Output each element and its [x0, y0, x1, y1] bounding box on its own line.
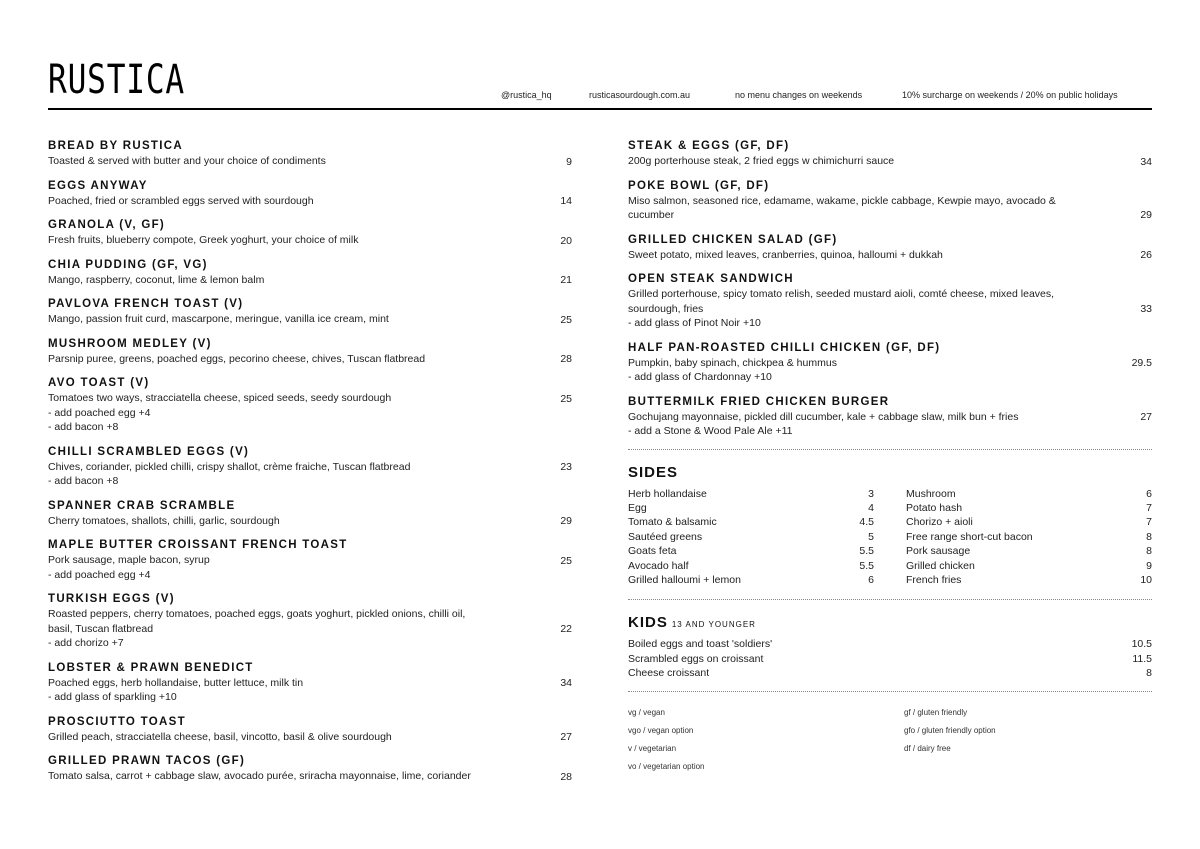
- price-row: [628, 530, 874, 544]
- row-name: Goats feta: [628, 545, 677, 558]
- menu-item-price: 28: [560, 353, 572, 365]
- sides-title: SIDES: [628, 463, 679, 481]
- menu-item-price: 22: [560, 622, 572, 635]
- menu-item-name: GRANOLA (V, GF): [48, 219, 166, 231]
- menu-item-price: 27: [560, 731, 572, 743]
- menu-item: [48, 715, 572, 745]
- menu-item-name: MAPLE BUTTER CROISSANT FRENCH TOAST: [48, 539, 348, 551]
- menu-item-name: EGGS ANYWAY: [48, 179, 148, 192]
- price-row: [906, 501, 1152, 515]
- price-row: [906, 559, 1152, 573]
- row-name: Cheese croissant: [628, 667, 710, 680]
- row-name: French fries: [906, 573, 962, 586]
- left-menu-column: [48, 139, 572, 794]
- legend-entry: [904, 760, 1152, 774]
- menu-item: [48, 218, 572, 248]
- menu-item-name: OPEN STEAK SANDWICH: [628, 273, 794, 285]
- sides-column-2: [906, 487, 1152, 588]
- menu-item: [48, 499, 572, 529]
- menu-item: [48, 592, 572, 651]
- price-row: [628, 515, 874, 529]
- legend-entry: v / vegetarian: [628, 743, 677, 753]
- menu-item-addon: - add bacon +8: [48, 475, 119, 487]
- menu-item: [48, 376, 572, 435]
- menu-item-description: Chives, coriander, pickled chilli, crispy shallot, crème fraiche, Tuscan flatbread: [48, 460, 411, 473]
- menu-item-description: Grilled porterhouse, spicy tomato relish, seeded mustard aioli, comté cheese, mixed leaves, sourdough, fries: [628, 288, 1055, 315]
- menu-item-description: Parsnip puree, greens, poached eggs, pecorino cheese, chives, Tuscan flatbread: [48, 352, 426, 365]
- legend-entry: df / dairy free: [904, 743, 951, 753]
- legend-entry: gf / gluten friendly: [904, 707, 968, 717]
- row-price: 6: [868, 573, 874, 586]
- row-price: 10: [1140, 573, 1152, 586]
- row-name: Herb hollandaise: [628, 487, 707, 500]
- price-row: [628, 544, 874, 558]
- menu-item-price: 29: [1140, 209, 1152, 221]
- menu-item-name: MUSHROOM MEDLEY (V): [48, 337, 212, 350]
- menu-item-price: 25: [560, 313, 572, 326]
- menu-item-description: Toasted & served with butter and your choice of condiments: [48, 155, 326, 167]
- menu-item: [628, 272, 1152, 331]
- menu-item-price: 33: [1140, 302, 1152, 315]
- menu-item-price: 27: [1140, 411, 1152, 423]
- menu-item-name: PROSCIUTTO TOAST: [48, 715, 186, 728]
- menu-item-name: CHILLI SCRAMBLED EGGS (V): [48, 445, 250, 458]
- menu-item-addon: - add a Stone & Wood Pale Ale +11: [628, 425, 793, 437]
- row-name: Chorizo + aioli: [906, 516, 973, 529]
- menu-item: [628, 179, 1152, 223]
- row-name: Free range short-cut bacon: [906, 530, 1033, 543]
- divider: [628, 691, 1152, 692]
- price-row: [906, 544, 1152, 558]
- price-row: [906, 487, 1152, 501]
- menu-item-description: Pumpkin, baby spinach, chickpea & hummus: [628, 356, 837, 369]
- surcharge-note: 10% surcharge on weekends / 20% on public holidays: [902, 90, 1118, 100]
- menu-item-name: LOBSTER & PRAWN BENEDICT: [48, 661, 254, 674]
- menu-item: [628, 341, 1152, 385]
- row-name: Egg: [628, 501, 647, 514]
- price-row: [906, 573, 1152, 587]
- row-price: 8: [1146, 545, 1152, 558]
- menu-item-price: 28: [560, 770, 572, 783]
- menu-item: [48, 337, 572, 367]
- menu-item-price: 26: [1140, 249, 1152, 261]
- website: rusticasourdough.com.au: [589, 90, 691, 100]
- price-row: [628, 637, 1152, 651]
- legend-entry: vg / vegan: [628, 707, 665, 717]
- menu-item: [48, 661, 572, 705]
- row-price: 3: [868, 487, 874, 500]
- menu-item-description: Sweet potato, mixed leaves, cranberries, quinoa, halloumi + dukkah: [628, 248, 943, 261]
- menu-item-price: 25: [560, 392, 572, 405]
- menu-item-addon: - add chorizo +7: [48, 637, 124, 649]
- menu-item-description: Poached eggs, herb hollandaise, butter lettuce, milk tin: [48, 676, 304, 689]
- menu-item-description: Tomato salsa, carrot + cabbage slaw, avocado purée, sriracha mayonnaise, lime, coriander: [48, 770, 471, 782]
- menu-item-price: 29.5: [1131, 357, 1152, 369]
- menu-item-name: CHIA PUDDING (GF, VG): [48, 258, 208, 271]
- row-price: 11.5: [1132, 652, 1152, 665]
- row-name: Sautéed greens: [628, 530, 703, 543]
- menu-item: [48, 538, 572, 582]
- menu-item-addon: - add poached egg +4: [48, 406, 151, 419]
- menu-item-description: Roasted peppers, cherry tomatoes, poached eggs, goats yoghurt, pickled onions, chilli oil, basil, Tuscan flatbread: [48, 608, 466, 635]
- row-name: Scrambled eggs on croissant: [628, 652, 764, 665]
- menu-item: [48, 258, 572, 288]
- legend-entry: vo / vegetarian option: [628, 761, 705, 771]
- menu-item-description: Pork sausage, maple bacon, syrup: [48, 554, 210, 566]
- menu-item-price: 34: [560, 677, 572, 689]
- menu-item-name: HALF PAN-ROASTED CHILLI CHICKEN (GF, DF): [628, 341, 941, 354]
- weekend-note: no menu changes on weekends: [735, 90, 863, 100]
- menu-item: [628, 233, 1152, 263]
- row-price: 7: [1146, 516, 1152, 529]
- price-row: [906, 530, 1152, 544]
- menu-item-price: 23: [560, 461, 572, 473]
- menu-item-description: Gochujang mayonnaise, pickled dill cucumber, kale + cabbage slaw, milk bun + fries: [628, 410, 1019, 423]
- menu-item-name: POKE BOWL (GF, DF): [628, 179, 770, 192]
- row-price: 5: [868, 530, 874, 543]
- menu-item-description: Fresh fruits, blueberry compote, Greek yoghurt, your choice of milk: [48, 234, 359, 246]
- menu-item-price: 25: [560, 554, 572, 567]
- menu-item-addon: - add bacon +8: [48, 421, 119, 433]
- legend-entry: gfo / gluten friendly option: [904, 725, 996, 735]
- sides-column-1: [628, 487, 874, 588]
- row-name: Mushroom: [906, 487, 956, 500]
- menu-item: [48, 445, 572, 489]
- sides-list: [628, 487, 1152, 588]
- menu-item-description: Tomatoes two ways, stracciatella cheese, spiced seeds, seedy sourdough: [48, 392, 392, 404]
- menu-item-description: Poached, fried or scrambled eggs served with sourdough: [48, 194, 314, 207]
- menu-item-name: BUTTERMILK FRIED CHICKEN BURGER: [628, 395, 890, 408]
- logo: RUSTICA: [48, 57, 185, 103]
- menu-item-name: STEAK & EGGS (GF, DF): [628, 140, 790, 152]
- menu-item-description: Mango, raspberry, coconut, lime & lemon balm: [48, 273, 265, 286]
- menu-item-price: 34: [1140, 155, 1152, 168]
- row-price: 7: [1146, 501, 1152, 514]
- mains-list: [628, 139, 1152, 439]
- header-rule: [48, 108, 1152, 110]
- menu-item-addon: - add glass of sparkling +10: [48, 691, 177, 703]
- row-name: Boiled eggs and toast 'soldiers': [628, 638, 773, 651]
- kids-list: [628, 637, 1152, 680]
- menu-item-price: 9: [566, 155, 572, 168]
- menu-item-description: Mango, passion fruit curd, mascarpone, meringue, vanilla ice cream, mint: [48, 313, 389, 325]
- menu-item: [628, 139, 1152, 169]
- menu-item-description: 200g porterhouse steak, 2 fried eggs w chimichurri sauce: [628, 155, 895, 167]
- menu-item-addon: - add glass of Pinot Noir +10: [628, 317, 761, 329]
- row-price: 5.5: [859, 545, 874, 558]
- menu-item: [48, 754, 572, 784]
- row-name: Potato hash: [906, 501, 963, 514]
- row-price: 4: [868, 501, 874, 514]
- menu-item-name: SPANNER CRAB SCRAMBLE: [48, 499, 236, 512]
- menu-item-name: PAVLOVA FRENCH TOAST (V): [48, 298, 244, 310]
- menu-item-name: GRILLED CHICKEN SALAD (GF): [628, 233, 838, 246]
- price-row: [906, 515, 1152, 529]
- menu-item: [48, 297, 572, 327]
- row-price: 4.5: [859, 516, 874, 529]
- menu-item: [48, 139, 572, 169]
- menu-item-price: 21: [560, 274, 572, 286]
- menu-item-description: Grilled peach, stracciatella cheese, basil, vincotto, basil & olive sourdough: [48, 730, 392, 743]
- row-name: Grilled halloumi + lemon: [628, 573, 741, 586]
- row-price: 9: [1146, 559, 1152, 572]
- menu-item-description: Cherry tomatoes, shallots, chilli, garlic, sourdough: [48, 514, 280, 527]
- right-menu-column: [628, 139, 1152, 774]
- menu-item-price: 29: [560, 515, 572, 527]
- kids-title-text: KIDS: [628, 614, 668, 632]
- dietary-legend: [628, 706, 1152, 774]
- legend-entry: vgo / vegan option: [628, 725, 694, 735]
- kids-subtitle: 13 AND YOUNGER: [671, 620, 756, 630]
- menu-item-name: TURKISH EGGS (V): [48, 593, 175, 605]
- row-price: 6: [1146, 487, 1152, 500]
- row-name: Pork sausage: [906, 545, 971, 558]
- price-row: [628, 666, 1152, 680]
- row-price: 5.5: [859, 559, 874, 572]
- row-name: Tomato & balsamic: [628, 516, 717, 529]
- price-row: [628, 487, 874, 501]
- menu-item-price: 20: [560, 234, 572, 247]
- divider: [628, 449, 1152, 450]
- menu-item-price: 14: [560, 195, 572, 207]
- price-row: [628, 501, 874, 515]
- row-price: 10.5: [1131, 638, 1152, 651]
- menu-item-name: AVO TOAST (V): [48, 377, 150, 389]
- instagram-handle: @rustica_hq: [501, 90, 552, 100]
- price-row: [628, 652, 1152, 666]
- menu-item-description: Miso salmon, seasoned rice, edamame, wakame, pickle cabbage, Kewpie mayo, avocado & cucumber: [628, 194, 1056, 221]
- row-price: 8: [1146, 667, 1152, 680]
- menu-item-name: GRILLED PRAWN TACOS (GF): [48, 755, 246, 767]
- divider: [628, 599, 1152, 600]
- menu-item-addon: - add poached egg +4: [48, 568, 151, 581]
- menu-item: [48, 179, 572, 209]
- menu-item-name: BREAD BY RUSTICA: [48, 140, 183, 152]
- row-name: Avocado half: [628, 559, 689, 572]
- menu-item-addon: - add glass of Chardonnay +10: [628, 371, 772, 383]
- row-price: 8: [1146, 530, 1152, 543]
- price-row: [628, 559, 874, 573]
- row-name: Grilled chicken: [906, 559, 975, 572]
- price-row: [628, 573, 874, 587]
- menu-item: [628, 395, 1152, 439]
- kids-title: [628, 614, 1152, 631]
